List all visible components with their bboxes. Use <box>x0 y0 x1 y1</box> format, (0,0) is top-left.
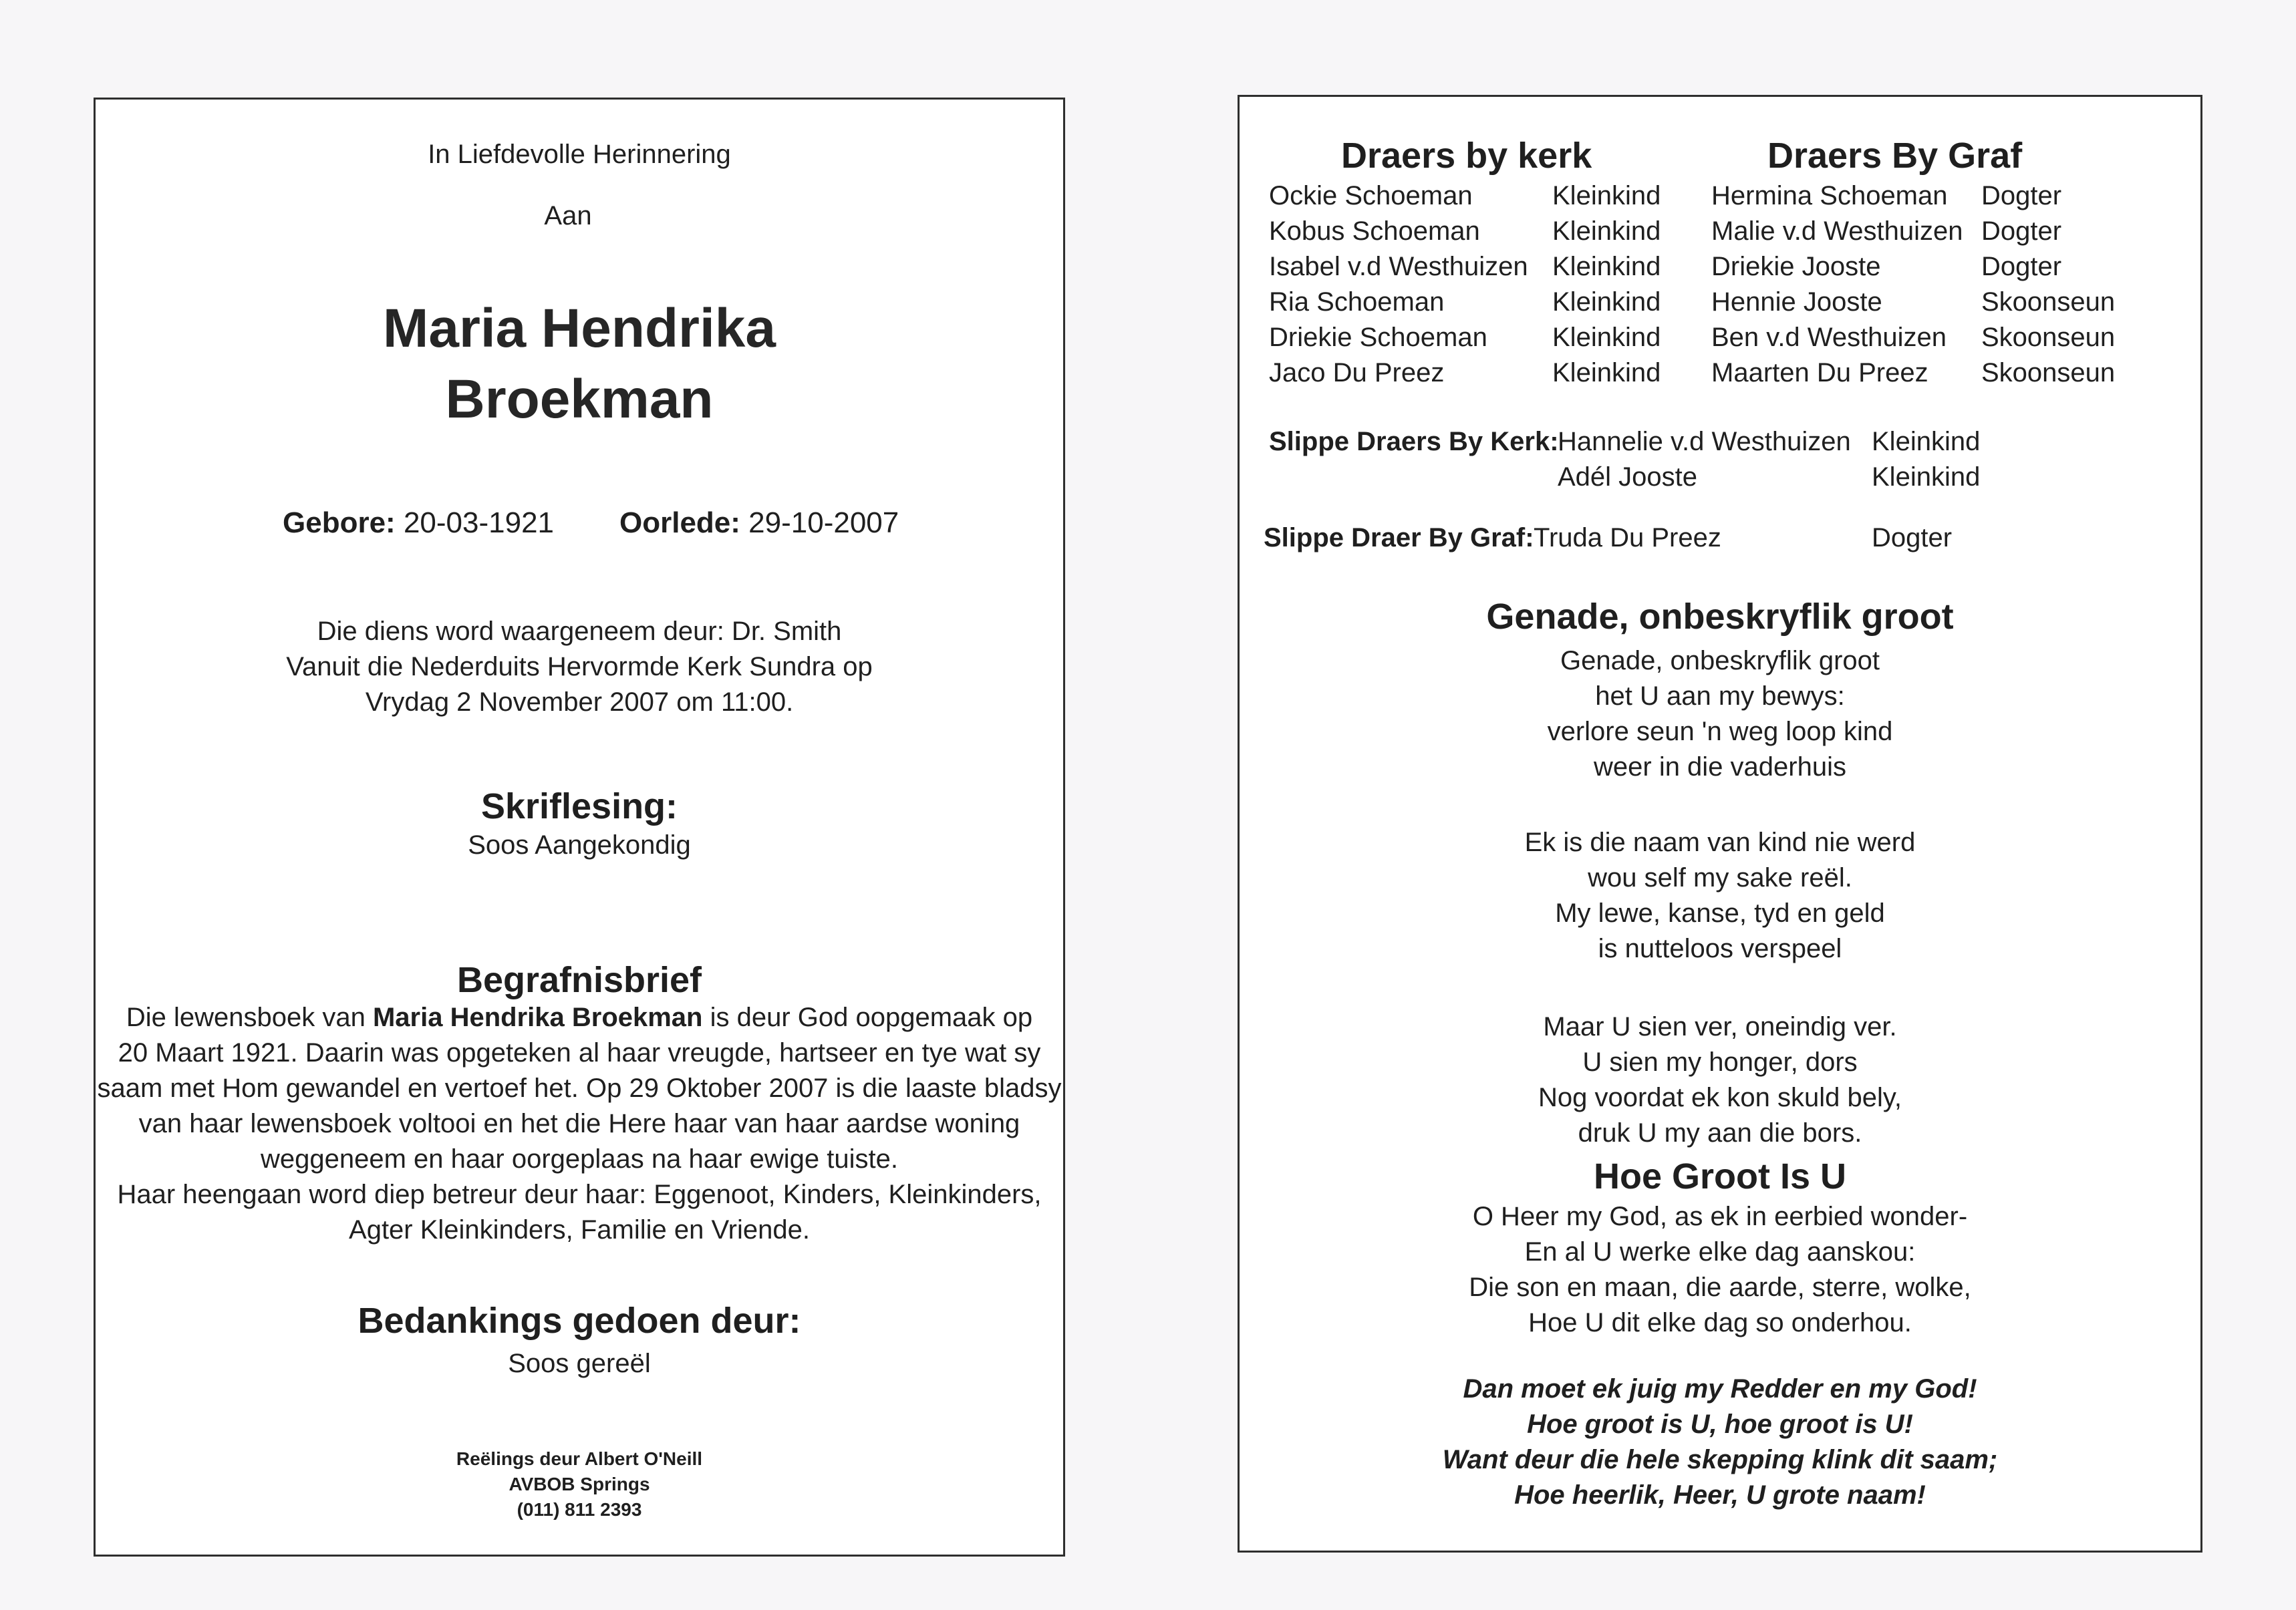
pall-grave-relation: Dogter <box>1872 523 1953 552</box>
bearer-name: Ockie Schoeman <box>1269 181 1473 210</box>
bearer-relation: Kleinkind <box>1552 181 1661 210</box>
arrangements <box>96 1446 1063 1522</box>
died-label: Oorlede: <box>619 506 740 539</box>
grave-bearers-heading: Draers By Graf <box>1767 136 2023 176</box>
hymn-line: is nutteloos verspeel <box>1598 934 1842 963</box>
letter-line: van haar lewensboek voltooi en het die Here haar van haar aardse woning <box>138 1109 1020 1138</box>
hymn-line: verlore seun 'n weg loop kind <box>1547 717 1893 746</box>
deceased-name-first: Maria Hendrika <box>383 298 776 359</box>
bearer-name: Isabel v.d Westhuizen <box>1269 252 1528 281</box>
right-page <box>1238 95 2202 1553</box>
bearer-name: Hennie Jooste <box>1711 287 1882 317</box>
letter-body <box>96 1000 1063 1248</box>
arrangements-line: (011) 811 2393 <box>517 1499 642 1520</box>
thanks-heading: Bedankings gedoen deur: <box>357 1301 801 1341</box>
letter-line: weggeneem en haar oorgeplaas na haar ewige tuiste. <box>261 1144 898 1174</box>
bearer-relation: Kleinkind <box>1872 462 1981 492</box>
hymn-line: Genade, onbeskryflik groot <box>1560 646 1880 675</box>
service-line: Vrydag 2 November 2007 om 11:00. <box>365 687 794 717</box>
to-line: Aan <box>544 201 592 230</box>
church-bearers-heading: Draers by kerk <box>1341 136 1592 176</box>
bearer-relation: Skoonseun <box>1981 287 2116 317</box>
pall-church-names <box>1558 424 1851 495</box>
bearer-relation: Skoonseun <box>1981 323 2116 352</box>
bearer-name: Malie v.d Westhuizen <box>1711 216 1963 246</box>
arrangements-line: Reëlings deur Albert O'Neill <box>456 1448 703 1469</box>
hymn-line: Dan moet ek juig my Redder en my God! <box>1463 1374 1977 1404</box>
hymn-line: En al U werke elke dag aanskou: <box>1524 1237 1916 1267</box>
bearer-relation: Kleinkind <box>1552 252 1661 281</box>
hymn1-verse <box>1240 643 2200 785</box>
thanks-text: Soos gereël <box>508 1349 651 1378</box>
bearer-relation: Kleinkind <box>1552 323 1661 352</box>
bearer-name: Kobus Schoeman <box>1269 216 1480 246</box>
hymn-line: My lewe, kanse, tyd en geld <box>1555 899 1885 928</box>
hymn-line: Maar U sien ver, oneindig ver. <box>1543 1012 1897 1041</box>
died-date-line <box>619 504 899 542</box>
hymn-line: druk U my aan die bors. <box>1578 1118 1862 1148</box>
letter-heading: Begrafnisbrief <box>456 960 702 1000</box>
bearer-relation: Kleinkind <box>1552 287 1661 317</box>
bearer-relation: Kleinkind <box>1552 358 1661 387</box>
hymn2-title: Hoe Groot Is U <box>1593 1156 1847 1196</box>
hymn-line: Hoe heerlik, Heer, U grote naam! <box>1514 1480 1926 1510</box>
bearer-name: Driekie Schoeman <box>1269 323 1487 352</box>
hymn-line: Hoe U dit elke dag so onderhou. <box>1528 1308 1912 1337</box>
pall-church-label: Slippe Draers By Kerk: <box>1269 427 1559 456</box>
hymn-line: U sien my honger, dors <box>1582 1048 1858 1077</box>
hymn-line: Want deur die hele skepping klink dit saam; <box>1442 1445 1998 1474</box>
left-page <box>94 98 1065 1557</box>
grave-bearer-names <box>1711 178 1963 391</box>
memory-line: In Liefdevolle Herinnering <box>428 140 731 169</box>
bearer-relation: Dogter <box>1981 216 2062 246</box>
reading-heading: Skriflesing: <box>480 786 678 826</box>
letter-line: Agter Kleinkinders, Familie en Vriende. <box>349 1215 810 1245</box>
bearer-name: Hannelie v.d Westhuizen <box>1558 427 1851 456</box>
hymn-line: Ek is die naam van kind nie werd <box>1524 828 1916 857</box>
letter-suffix: is deur God oopgemaak op <box>710 1003 1033 1032</box>
hymn1-title: Genade, onbeskryflik groot <box>1486 597 1954 637</box>
arrangements-line: AVBOB Springs <box>509 1474 650 1494</box>
reading-text: Soos Aangekondig <box>468 830 691 860</box>
service-line: Vanuit die Nederduits Hervormde Kerk Sundra op <box>286 652 873 681</box>
hymn2-chorus <box>1240 1372 2200 1513</box>
born-date-line <box>283 504 554 542</box>
church-bearer-names <box>1269 178 1528 391</box>
letter-prefix: Die lewensboek van <box>126 1003 366 1032</box>
hymn-line: Die son en maan, die aarde, sterre, wolke, <box>1469 1273 1971 1302</box>
bearer-name: Ben v.d Westhuizen <box>1711 323 1947 352</box>
hymn1-verse <box>1240 825 2200 967</box>
bearer-name: Maarten Du Preez <box>1711 358 1928 387</box>
bearer-relation: Kleinkind <box>1872 427 1981 456</box>
bearer-relation: Skoonseun <box>1981 358 2116 387</box>
bearer-name: Driekie Jooste <box>1711 252 1881 281</box>
hymn-line: wou self my sake reël. <box>1588 863 1852 893</box>
bearer-relation: Kleinkind <box>1552 216 1661 246</box>
hymn1-verse <box>1240 1009 2200 1151</box>
hymn2-verse <box>1240 1199 2200 1341</box>
service-line: Die diens word waargeneem deur: Dr. Smith <box>317 617 842 646</box>
died-date: 29-10-2007 <box>748 506 899 539</box>
hymn-line: het U aan my bewys: <box>1595 681 1845 711</box>
letter-line: Haar heengaan word diep betreur deur haar: Eggenoot, Kinders, Kleinkinders, <box>117 1180 1042 1209</box>
bearer-relation: Dogter <box>1981 181 2062 210</box>
bearer-name: Jaco Du Preez <box>1269 358 1445 387</box>
deceased-name-last: Broekman <box>445 369 714 430</box>
hymn-line: Hoe groot is U, hoe groot is U! <box>1527 1410 1913 1439</box>
hymn-line: weer in die vaderhuis <box>1594 752 1846 782</box>
letter-line: 20 Maart 1921. Daarin was opgeteken al haar vreugde, hartseer en tye wat sy <box>118 1038 1041 1068</box>
bearer-name: Hermina Schoeman <box>1711 181 1948 210</box>
bearer-relation: Dogter <box>1981 252 2062 281</box>
church-bearer-relations <box>1552 178 1661 391</box>
hymn-line: Nog voordat ek kon skuld bely, <box>1538 1083 1902 1112</box>
pall-church-relations <box>1872 424 1980 495</box>
born-label: Gebore: <box>283 506 396 539</box>
pall-grave-name: Truda Du Preez <box>1534 523 1721 552</box>
hymn-line: O Heer my God, as ek in eerbied wonder- <box>1472 1202 1968 1231</box>
service-details <box>96 614 1063 720</box>
born-date: 20-03-1921 <box>403 506 555 539</box>
letter-first-line <box>96 1000 1063 1035</box>
letter-line: saam met Hom gewandel en vertoef het. Op 29 Oktober 2007 is die laaste bladsy <box>97 1074 1062 1103</box>
pall-grave-label: Slippe Draer By Graf: <box>1264 523 1534 552</box>
bearer-name: Adél Jooste <box>1558 462 1698 492</box>
bearer-name: Ria Schoeman <box>1269 287 1445 317</box>
letter-name: Maria Hendrika Broekman <box>372 1003 703 1032</box>
grave-bearer-relations <box>1981 178 2115 391</box>
